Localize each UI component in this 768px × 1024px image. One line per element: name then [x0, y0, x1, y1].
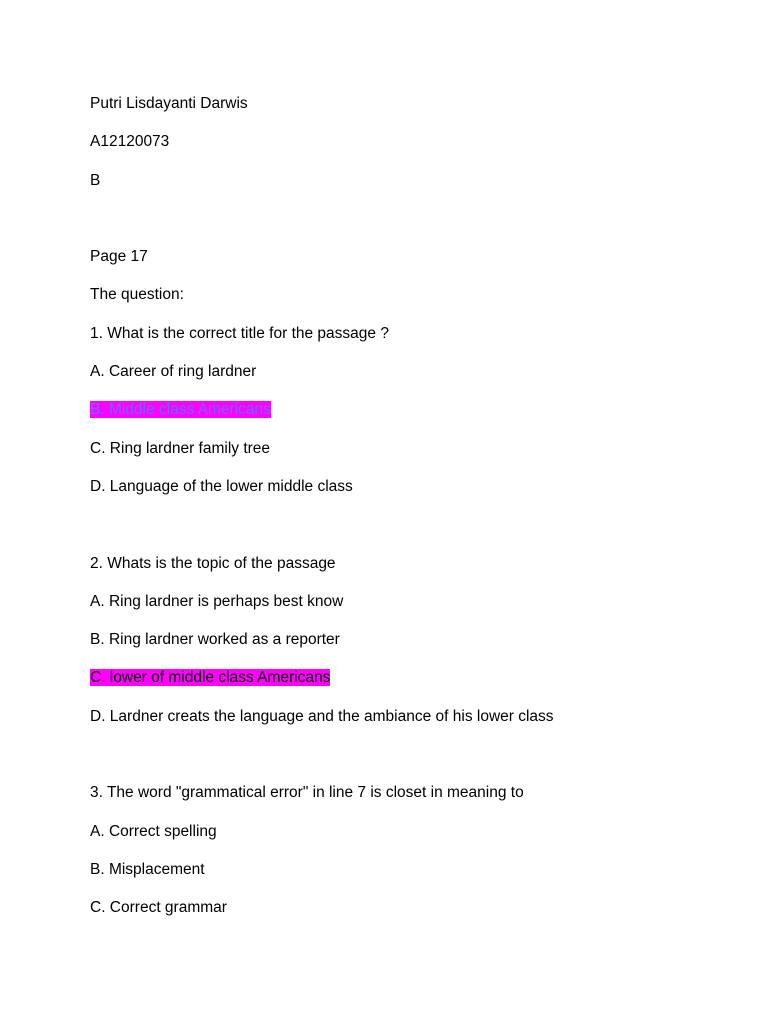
answer-highlight: C. lower of middle class Americans: [90, 669, 331, 687]
q1-option-a: A. Career of ring lardner: [90, 363, 257, 381]
q2-option-c-selected: [90, 668, 730, 706]
question-1: 1. What is the correct title for the passage ?: [90, 324, 389, 342]
intro-text: The question:: [90, 286, 184, 304]
student-id: A12120073: [90, 133, 170, 151]
q3-option-b: B. Misplacement: [90, 860, 205, 878]
q3-option-c: C. Correct grammar: [90, 899, 227, 917]
q2-option-b: B. Ring lardner worked as a reporter: [90, 631, 340, 649]
blank-line: [90, 209, 730, 247]
q2-option-d: D. Lardner creats the language and the ambiance of his lower class: [90, 707, 554, 725]
page-label: Page 17: [90, 248, 148, 266]
blank-line: [90, 745, 730, 783]
q3-option-a: A. Correct spelling: [90, 822, 217, 840]
q1-option-d: D. Language of the lower middle class: [90, 477, 353, 495]
q2-option-a: A. Ring lardner is perhaps best know: [90, 592, 344, 610]
q1-option-b-selected: [90, 400, 730, 438]
answer-highlight: B. Middle class Americans: [90, 401, 271, 419]
blank-line: [90, 515, 730, 553]
document-page: [90, 94, 730, 937]
question-3: 3. The word "grammatical error" in line 7 is closet in meaning to: [90, 784, 524, 802]
class-label: B: [90, 171, 101, 189]
author-name: Putri Lisdayanti Darwis: [90, 95, 248, 112]
question-2: 2. Whats is the topic of the passage: [90, 554, 336, 572]
q1-option-c: C. Ring lardner family tree: [90, 439, 271, 457]
